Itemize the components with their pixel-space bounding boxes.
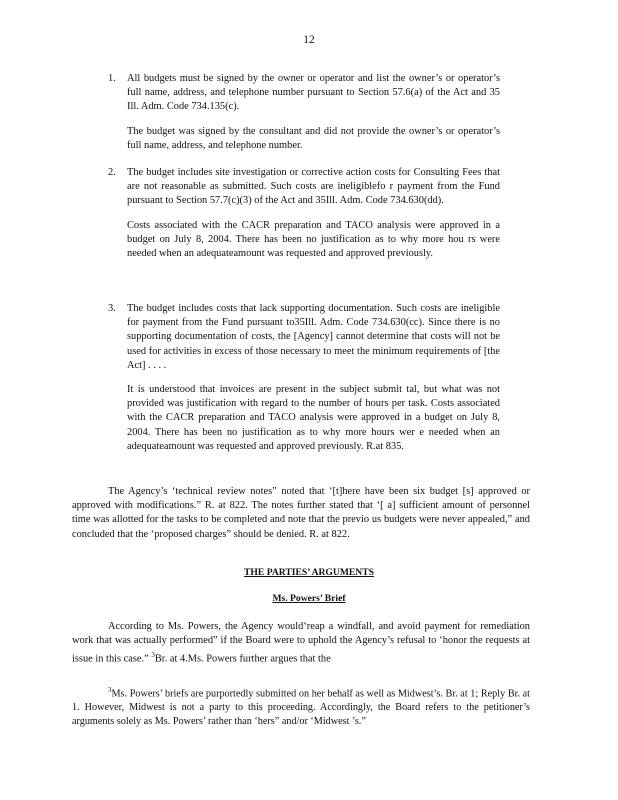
list-item-number: 3. xyxy=(108,303,116,314)
list-item-1 xyxy=(108,72,500,153)
footnote-reference: 3 xyxy=(151,651,155,660)
list-item-paragraph: The budget includes costs that lack supporting documentation. Such costs are ineligible for payment from the Fund pursuant to35Ill. Adm. Code 734.630(cc). Since there is no supporting documentation of costs, the [Agency] cannot determine that costs will not be used for activities in excess of those necessary to meet the minimum requirements of [the Act] . . . . xyxy=(127,303,500,371)
list-item-paragraph: All budgets must be signed by the owner or operator and list the owner’s or operator’s full name, address, and telephone number pursuant to Section 57.6(a) of the Act and 35 Ill. Adm. Code 734.135(c). xyxy=(127,73,500,113)
section-heading-text: THE PARTIES’ ARGUMENTS xyxy=(244,567,374,578)
list-item-number: 1. xyxy=(108,73,116,84)
list-item-paragraph: The budget was signed by the consultant and did not provide the owner’s or operator’s full name, address, and telephone number. xyxy=(127,125,500,151)
list-item-3 xyxy=(108,302,500,454)
section-heading xyxy=(0,567,618,578)
list-item-paragraph: It is understood that invoices are present in the subject submit tal, but what was not provided was justification with regard to the number of hours per task. Costs associated with the CACR preparation and TACO analysis were approved in a budget on July 8, 2004. There has been no justification as to why more hours wer e needed when an adequateamount was requested and approved previously. R.at 835. xyxy=(127,384,500,452)
list-item-number: 2. xyxy=(108,167,116,178)
agency-notes-paragraph: The Agency’s ‘technical review notes” noted that ‘[t]here have been six budget [s] approved or approved with modifications.” R. at 822. The notes further stated that ‘[ a] sufficient amount of personnel time was allotted for the tasks to be completed and note that the previo us budgets were never appealed,” and concluded that the ‘proposed charges” should be denied. R. at 822. xyxy=(72,486,530,540)
powers-paragraph-text-continued: Br. at 4.Ms. Powers further argues that the xyxy=(154,653,331,665)
subsection-heading-text: Ms. Powers’ Brief xyxy=(272,593,346,604)
footnote xyxy=(72,683,530,729)
subsection-heading xyxy=(0,593,618,604)
list-item-paragraph: Costs associated with the CACR preparation and TACO analysis were approved in a budget on July 8, 2004. There has been no justification as to why more hou rs were needed when an adequateamount was requested and approved previously. xyxy=(127,219,500,260)
powers-argument-paragraph xyxy=(72,620,530,667)
list-item-paragraph: The budget includes site investigation or corrective action costs for Consulting Fees that are not reasonable as submitted. Such costs are ineligiblefo r payment from the Fund pursuant to Section 57.7(c)(3) of the Act and 35Ill. Adm. Code 734.630(dd). xyxy=(127,167,500,207)
list-item-2 xyxy=(108,166,500,261)
footnote-text: Ms. Powers’ briefs are purportedly submitted on her behalf as well as Midwest’s. Br. at 1; Reply Br. at 1. However, Midwest is not a party to this proceeding. Accordingly, the Board refers to the petitioner’s arguments solely as Ms. Powers’ rather than ‘hers” and/or ‘Midwest ’s.” xyxy=(72,688,530,728)
footnote-mark: 3 xyxy=(108,686,112,694)
powers-paragraph-text: According to Ms. Powers, the Agency would‘reap a windfall, and avoid payment for remediation work that was actually performed” if the Board were to uphold the Agency’s refusal to ‘honor the requests at issue in this case.” xyxy=(72,621,530,665)
page-number: 12 xyxy=(303,34,315,46)
